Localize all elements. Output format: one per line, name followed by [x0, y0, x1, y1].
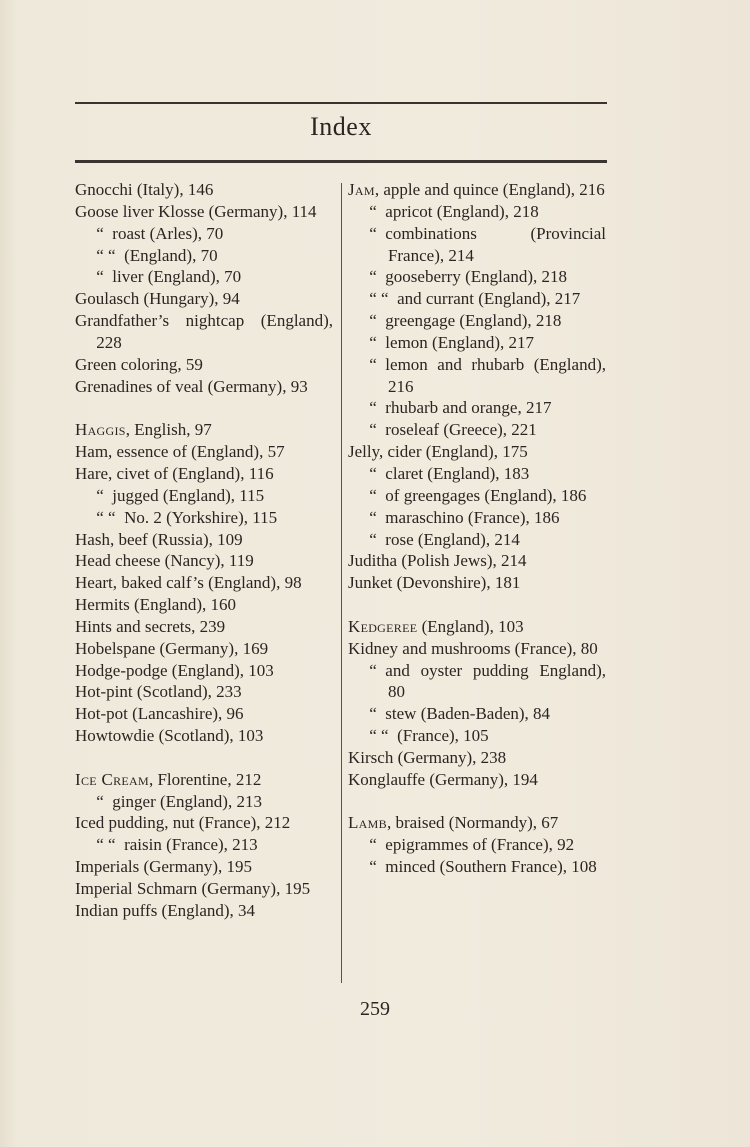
ditto-mark: “ — [96, 223, 104, 243]
index-entry — [75, 660, 333, 682]
index-subentry — [75, 223, 333, 245]
entry-text: Konglauffe (Germany), 194 — [348, 769, 538, 789]
entry-text: Kirsch (Germany), 238 — [348, 747, 507, 767]
section-gap — [348, 791, 606, 813]
entry-heading: Kedgeree — [348, 616, 418, 636]
index-column-left — [75, 179, 333, 922]
entry-text: stew (Baden-Baden), 84 — [385, 704, 551, 724]
section-gap — [75, 747, 333, 769]
index-entry — [75, 900, 333, 922]
entry-text: apricot (England), 218 — [385, 201, 539, 221]
index-entry — [348, 441, 606, 463]
entry-text: Ham, essence of (England), 57 — [75, 442, 285, 462]
index-subentry — [75, 266, 333, 288]
entry-text: Hare, civet of (England), 116 — [75, 463, 274, 483]
ditto-mark: “ — [369, 507, 377, 527]
entry-text: of greengages (England), 186 — [385, 485, 587, 505]
entry-text: Juditha (Polish Jews), 214 — [348, 551, 527, 571]
index-entry — [75, 878, 333, 900]
entry-text: Howtowdie (Scotland), 103 — [75, 726, 264, 746]
ditto-mark: “ — [96, 485, 104, 505]
index-subentry — [348, 419, 606, 441]
ditto-mark: “ “ — [96, 507, 116, 527]
entry-text: Hobelspane (Germany), 169 — [75, 638, 269, 658]
ditto-mark: “ — [369, 354, 377, 374]
entry-text: claret (England), 183 — [385, 463, 530, 483]
page-number: 259 — [360, 998, 390, 1020]
ditto-mark: “ — [369, 660, 377, 680]
ditto-mark: “ “ — [96, 835, 116, 855]
index-subentry — [75, 791, 333, 813]
index-entry — [75, 856, 333, 878]
ditto-mark: “ — [369, 398, 377, 418]
entry-text: jugged (England), 115 — [112, 485, 265, 505]
column-divider — [341, 183, 342, 983]
entry-heading: Haggis — [75, 420, 126, 440]
entry-text: and currant (England), 217 — [397, 289, 581, 309]
entry-text: Kidney and mushrooms (France), 80 — [348, 638, 598, 658]
entry-text: roseleaf (Greece), 221 — [385, 420, 537, 440]
entry-text: Hash, beef (Russia), 109 — [75, 529, 243, 549]
entry-text: gooseberry (England), 218 — [385, 267, 568, 287]
index-entry — [348, 638, 606, 660]
ditto-mark: “ — [369, 529, 377, 549]
index-entry — [348, 572, 606, 594]
entry-text: Hints and secrets, 239 — [75, 616, 226, 636]
index-entry — [75, 529, 333, 551]
index-subentry — [348, 201, 606, 223]
index-subentry — [75, 245, 333, 267]
header-rule-bottom — [75, 160, 607, 163]
index-entry — [75, 616, 333, 638]
entry-text: (England), 103 — [417, 616, 524, 636]
ditto-mark: “ — [369, 201, 377, 221]
index-subentry — [348, 725, 606, 747]
index-subentry — [75, 485, 333, 507]
section-gap — [348, 594, 606, 616]
header-rule-top — [75, 102, 607, 104]
ditto-mark: “ — [96, 791, 104, 811]
index-entry — [75, 703, 333, 725]
page-title: Index — [310, 112, 372, 141]
index-entry — [75, 638, 333, 660]
ditto-mark: “ “ — [96, 245, 116, 265]
ditto-mark: “ — [96, 267, 104, 287]
entry-text: , braised (Normandy), 67 — [386, 813, 559, 833]
entry-heading: Jam — [348, 180, 375, 199]
index-entry — [348, 769, 606, 791]
entry-text: Iced pudding, nut (France), 212 — [75, 813, 291, 833]
entry-text: raisin (France), 213 — [124, 835, 258, 855]
entry-text: Hermits (England), 160 — [75, 595, 236, 615]
entry-text: epigrammes of (France), 92 — [385, 835, 575, 855]
entry-text: Head cheese (Nancy), 119 — [75, 551, 254, 571]
index-entry — [348, 616, 606, 638]
index-entry — [75, 769, 333, 791]
entry-text: and oyster pudding England), 80 — [385, 660, 606, 702]
entry-text: , apple and quince (England), 216 — [374, 180, 605, 199]
entry-text: Imperial Schmarn (Germany), 195 — [75, 879, 311, 898]
entry-text: Grenadines of veal (Germany), 93 — [75, 376, 308, 396]
index-subentry — [348, 834, 606, 856]
index-subentry — [348, 856, 606, 878]
entry-text: Junket (Devonshire), 181 — [348, 573, 521, 593]
entry-text: rhubarb and orange, 217 — [385, 398, 552, 418]
index-entry — [75, 376, 333, 398]
index-entry — [75, 463, 333, 485]
index-entry — [75, 179, 333, 201]
ditto-mark: “ — [369, 420, 377, 440]
ditto-mark: “ “ — [369, 289, 389, 309]
entry-text: roast (Arles), 70 — [112, 223, 224, 243]
index-entry — [75, 725, 333, 747]
index-entry — [75, 310, 333, 354]
entry-text: rose (England), 214 — [385, 529, 520, 549]
ditto-mark: “ “ — [369, 726, 389, 746]
index-entry — [75, 288, 333, 310]
index-entry — [348, 179, 606, 201]
entry-text: greengage (England), 218 — [385, 311, 562, 331]
ditto-mark: “ — [369, 223, 377, 243]
entry-text: maraschino (France), 186 — [385, 507, 560, 527]
entry-text: Heart, baked calf’s (England), 98 — [75, 573, 302, 593]
index-subentry — [348, 223, 606, 267]
index-subentry — [348, 397, 606, 419]
entry-text: Hot-pot (Lancashire), 96 — [75, 704, 244, 724]
entry-heading: Lamb — [348, 813, 387, 833]
ditto-mark: “ — [369, 485, 377, 505]
entry-text: , English, 97 — [125, 420, 212, 440]
index-entry — [348, 550, 606, 572]
entry-text: Hodge-podge (England), 103 — [75, 660, 274, 680]
ditto-mark: “ — [369, 857, 377, 877]
index-entry — [75, 201, 333, 223]
index-entry — [75, 812, 333, 834]
index-subentry — [348, 660, 606, 704]
index-column-right — [348, 179, 606, 878]
index-subentry — [348, 529, 606, 551]
index-entry — [75, 572, 333, 594]
index-subentry — [348, 266, 606, 288]
entry-text: Jelly, cider (England), 175 — [348, 442, 528, 462]
index-subentry — [348, 703, 606, 725]
entry-text: Green coloring, 59 — [75, 354, 203, 374]
index-subentry — [348, 485, 606, 507]
index-entry — [75, 550, 333, 572]
index-subentry — [75, 834, 333, 856]
entry-text: Gnocchi (Italy), 146 — [75, 180, 214, 199]
ditto-mark: “ — [369, 835, 377, 855]
index-subentry — [348, 288, 606, 310]
entry-text: Indian puffs (England), 34 — [75, 900, 256, 920]
index-subentry — [348, 354, 606, 398]
entry-text: Goulasch (Hungary), 94 — [75, 289, 240, 309]
entry-text: liver (England), 70 — [112, 267, 242, 287]
entry-text: combinations (Provincial France), 214 — [385, 223, 606, 265]
ditto-mark: “ — [369, 332, 377, 352]
entry-text: Grandfather’s nightcap (England), 228 — [75, 311, 333, 352]
entry-heading: Ice Cream — [75, 769, 149, 789]
entry-text: Hot-pint (Scotland), 233 — [75, 682, 242, 702]
index-subentry — [348, 332, 606, 354]
entry-text: Imperials (Germany), 195 — [75, 857, 253, 877]
ditto-mark: “ — [369, 311, 377, 331]
index-subentry — [348, 310, 606, 332]
entry-text: No. 2 (Yorkshire), 115 — [124, 507, 278, 527]
entry-text: Goose liver Klosse (Germany), 114 — [75, 201, 317, 221]
entry-text: , Florentine, 212 — [148, 769, 262, 789]
index-subentry — [348, 507, 606, 529]
index-entry — [75, 594, 333, 616]
entry-text: lemon (England), 217 — [385, 332, 535, 352]
entry-text: (France), 105 — [397, 726, 489, 746]
index-subentry — [75, 507, 333, 529]
entry-text: (England), 70 — [124, 245, 218, 265]
index-entry — [75, 419, 333, 441]
index-entry — [348, 812, 606, 834]
entry-text: minced (Southern France), 108 — [385, 857, 597, 877]
ditto-mark: “ — [369, 463, 377, 483]
index-entry — [75, 354, 333, 376]
ditto-mark: “ — [369, 267, 377, 287]
index-entry — [75, 681, 333, 703]
index-subentry — [348, 463, 606, 485]
entry-text: lemon and rhubarb (England), 216 — [385, 354, 606, 396]
entry-text: ginger (England), 213 — [112, 791, 262, 811]
ditto-mark: “ — [369, 704, 377, 724]
index-entry — [75, 441, 333, 463]
index-entry — [348, 747, 606, 769]
section-gap — [75, 397, 333, 419]
